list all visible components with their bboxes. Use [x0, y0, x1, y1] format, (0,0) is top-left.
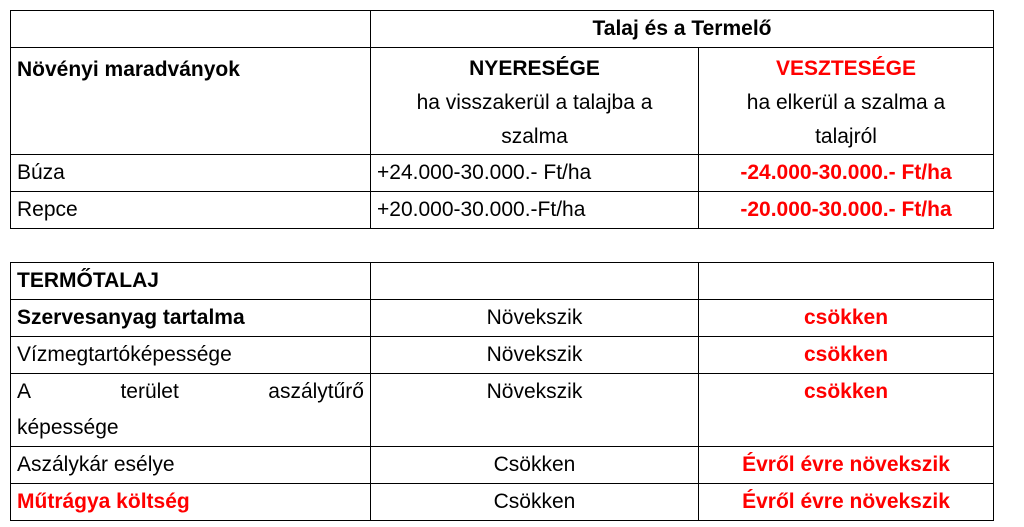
straw-gain-loss-table: [10, 10, 994, 229]
loss-sub-line2: talajról: [815, 125, 877, 148]
soil-property: Műtrágya költség: [11, 484, 371, 521]
gain-header-cell: [371, 48, 699, 155]
crop-residue-header: Növényi maradványok: [11, 48, 371, 155]
loss-header-cell: [699, 48, 994, 155]
loss-effect: csökken: [699, 337, 994, 374]
crop-name: Búza: [11, 155, 371, 192]
soil-property: Aszálykár esélye: [11, 447, 371, 484]
label-word: terület: [120, 380, 179, 403]
loss-value: -24.000-30.000.- Ft/ha: [699, 155, 994, 192]
label-line2: képessége: [17, 416, 119, 439]
gain-effect: Csökken: [371, 447, 699, 484]
group-header: Talaj és a Termelő: [371, 11, 994, 48]
empty-header-cell: [699, 263, 994, 300]
gain-sub-line2: szalma: [501, 125, 568, 148]
gain-effect: Növekszik: [371, 374, 699, 447]
soil-property: [11, 374, 371, 447]
gain-effect: Csökken: [371, 484, 699, 521]
gain-effect: Növekszik: [371, 300, 699, 337]
loss-value: -20.000-30.000.- Ft/ha: [699, 192, 994, 229]
table-row: [11, 374, 994, 447]
empty-header-cell: [371, 263, 699, 300]
table-row: [11, 192, 994, 229]
soil-header: TERMŐTALAJ: [11, 263, 371, 300]
loss-header: VESZTESÉGE: [775, 57, 917, 80]
loss-effect: csökken: [699, 374, 994, 447]
loss-sub-line1: ha elkerül a szalma a: [746, 91, 946, 114]
gain-header: NYERESÉGE: [469, 57, 600, 80]
table-row: [11, 337, 994, 374]
crop-name: Repce: [11, 192, 371, 229]
gain-value: +20.000-30.000.-Ft/ha: [371, 192, 699, 229]
empty-corner-cell: [11, 11, 371, 48]
table-row: [11, 155, 994, 192]
gain-value: +24.000-30.000.- Ft/ha: [371, 155, 699, 192]
gain-effect: Növekszik: [371, 337, 699, 374]
gain-sub-line1: ha visszakerül a talajba a: [416, 91, 653, 114]
justified-line: [17, 374, 364, 410]
label-word: A: [17, 380, 32, 403]
loss-effect: Évről évre növekszik: [699, 484, 994, 521]
table-row: [11, 447, 994, 484]
soil-property: Vízmegtartóképessége: [11, 337, 371, 374]
table-row: [11, 484, 994, 521]
soil-property: Szervesanyag tartalma: [11, 300, 371, 337]
loss-effect: csökken: [699, 300, 994, 337]
soil-effects-table: [10, 262, 994, 521]
loss-effect: Évről évre növekszik: [699, 447, 994, 484]
label-word: aszálytűrő: [268, 380, 364, 403]
table-row: [11, 300, 994, 337]
